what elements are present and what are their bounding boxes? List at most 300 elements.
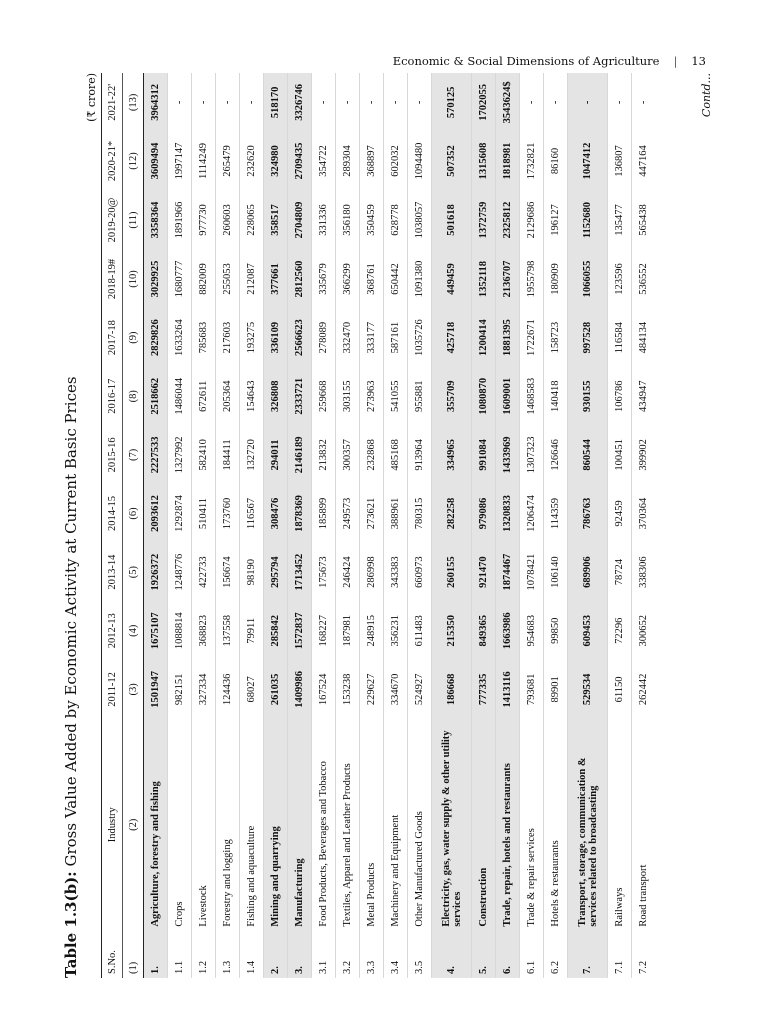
table-cell: 977730	[192, 190, 216, 249]
table-cell: 602032	[384, 132, 408, 191]
table-cell: 1200414	[472, 308, 496, 367]
industry-name: Agriculture, forestry and fishing	[144, 719, 168, 931]
table-cell: 786763	[568, 484, 608, 543]
table-row	[632, 73, 656, 978]
table-cell: 217603	[216, 308, 240, 367]
industry-name: Railways	[608, 719, 632, 931]
table-cell: 536552	[638, 263, 650, 295]
table-cell: 1955798	[520, 250, 544, 309]
table-cell: 1372759	[472, 190, 496, 249]
table-cell: 100451	[608, 426, 632, 485]
table-cell: 261035	[264, 660, 288, 719]
column-number: (5)	[123, 543, 144, 602]
table-cell: 295794	[264, 543, 288, 602]
table-cell: 611483	[408, 601, 432, 660]
table-cell: 213832	[312, 426, 336, 485]
column-number: (8)	[123, 367, 144, 426]
serial-number: 3.2	[336, 931, 360, 978]
table-cell: 1433969	[496, 426, 520, 485]
table-cell: 2227533	[144, 426, 168, 485]
table-cell: 229627	[360, 660, 384, 719]
table-cell: 368823	[192, 601, 216, 660]
table-cell: 1320833	[496, 484, 520, 543]
table-cell: 3358364	[144, 190, 168, 249]
table-cell: 1078421	[520, 543, 544, 602]
table-cell: 215350	[432, 601, 472, 660]
industry-name: Trade & repair services	[520, 719, 544, 931]
table-cell: 260603	[216, 190, 240, 249]
table-cell: -	[336, 73, 360, 132]
table-cell: 338306	[638, 556, 650, 588]
table-cell: 1702055	[472, 73, 496, 132]
table-cell: 61150	[608, 660, 632, 719]
table-cell: 368761	[360, 250, 384, 309]
table-cell: 116567	[240, 484, 264, 543]
table-cell: 255053	[216, 250, 240, 309]
table-cell: 955881	[408, 367, 432, 426]
table-cell: 689906	[568, 543, 608, 602]
table-cell: 356231	[384, 601, 408, 660]
table-row	[472, 73, 496, 978]
table-row	[288, 73, 312, 978]
table-cell: 368897	[360, 132, 384, 191]
column-number: (3)	[123, 660, 144, 719]
column-number-row	[123, 73, 144, 978]
column-number: (9)	[123, 308, 144, 367]
industry-name: Machinery and Equipment	[384, 719, 408, 931]
table-cell: 78724	[608, 543, 632, 602]
table-cell: -	[312, 73, 336, 132]
table-cell: 2093612	[144, 484, 168, 543]
table-cell: -	[638, 100, 650, 105]
serial-number: 7.	[568, 931, 608, 978]
table-cell: 860544	[568, 426, 608, 485]
table-cell: 565438	[638, 204, 650, 236]
table-cell: 587161	[384, 308, 408, 367]
serial-number: 4.	[432, 931, 472, 978]
industry-name: Livestock	[192, 719, 216, 931]
table-label: Table 1.3(b):	[62, 871, 80, 978]
table-cell: 1327992	[168, 426, 192, 485]
table-cell: 273963	[360, 367, 384, 426]
table-cell: 582410	[192, 426, 216, 485]
table-cell: 106140	[544, 543, 568, 602]
table-row	[264, 73, 288, 978]
column-header: 2018-19#	[102, 250, 123, 309]
table-cell: 3609494	[144, 132, 168, 191]
table-cell: 434947	[638, 380, 650, 413]
table-row	[144, 73, 168, 978]
table-cell: -	[384, 73, 408, 132]
table-cell: 126646	[544, 426, 568, 485]
table-cell: 86160	[544, 132, 568, 191]
table-row	[360, 73, 384, 978]
table-cell: 425718	[432, 308, 472, 367]
serial-number: 3.	[288, 931, 312, 978]
table-cell: 2129686	[520, 190, 544, 249]
table-cell: 336109	[264, 308, 288, 367]
table-cell: 333177	[360, 308, 384, 367]
table-cell: 334965	[432, 426, 472, 485]
table-cell: 1307323	[520, 426, 544, 485]
table-cell: 997528	[568, 308, 608, 367]
table-cell: 300357	[336, 426, 360, 485]
serial-number: 7.2	[638, 960, 650, 974]
table-cell: 186668	[432, 660, 472, 719]
serial-number: 6.1	[520, 931, 544, 978]
table-cell: 1206474	[520, 484, 544, 543]
table-cell: -	[216, 73, 240, 132]
table-cell: 89901	[544, 660, 568, 719]
table-row	[168, 73, 192, 978]
table-cell: 334670	[384, 660, 408, 719]
table-cell: 123596	[608, 250, 632, 309]
table-cell: 1572837	[288, 601, 312, 660]
industry-name: Construction	[472, 719, 496, 931]
table-cell: 1035726	[408, 308, 432, 367]
table-cell: 1468583	[520, 367, 544, 426]
table-cell: 1633264	[168, 308, 192, 367]
table-cell: 262442	[638, 673, 650, 706]
column-header: 2016-17	[102, 367, 123, 426]
table-cell: 173760	[216, 484, 240, 543]
table-row	[312, 73, 336, 978]
serial-number: 3.3	[360, 931, 384, 978]
industry-name: Manufacturing	[288, 719, 312, 931]
table-cell: 3964312	[144, 73, 168, 132]
table-cell: 982151	[168, 660, 192, 719]
table-cell: 228065	[240, 190, 264, 249]
section-title: Economic & Social Dimensions of Agriculture	[392, 54, 660, 68]
table-cell: 609453	[568, 601, 608, 660]
table-cell: 326808	[264, 367, 288, 426]
table-cell: -	[568, 73, 608, 132]
table-cell: 1292874	[168, 484, 192, 543]
table-cell: 354722	[312, 132, 336, 191]
table-cell: 2518662	[144, 367, 168, 426]
table-cell: 1088814	[168, 601, 192, 660]
industry-name: Road transport	[638, 864, 650, 927]
table-cell: 780315	[408, 484, 432, 543]
table-cell: 187981	[336, 601, 360, 660]
table-row	[544, 73, 568, 978]
table-cell: 154643	[240, 367, 264, 426]
table-cell: 913964	[408, 426, 432, 485]
table-cell: 196127	[544, 190, 568, 249]
industry-name: Fishing and aquaculture	[240, 719, 264, 931]
rotated-table-page	[58, 73, 713, 978]
table-cell: 485168	[384, 426, 408, 485]
table-cell: 2146189	[288, 426, 312, 485]
table-cell: 285842	[264, 601, 288, 660]
table-cell: 358517	[264, 190, 288, 249]
table-cell: 2566623	[288, 308, 312, 367]
table-cell: 1047412	[568, 132, 608, 191]
industry-name: Textiles, Apparel and Leather Products	[336, 719, 360, 931]
table-row	[336, 73, 360, 978]
industry-name: Forestry and logging	[216, 719, 240, 931]
table-row	[192, 73, 216, 978]
table-cell: 136807	[608, 132, 632, 191]
table-row	[408, 73, 432, 978]
table-cell: 1926372	[144, 543, 168, 602]
table-cell: 3543624$	[496, 73, 520, 132]
serial-number: 2.	[264, 931, 288, 978]
table-cell: 1152680	[568, 190, 608, 249]
table-cell: 785683	[192, 308, 216, 367]
serial-number: 3.5	[408, 931, 432, 978]
table-cell: 156674	[216, 543, 240, 602]
table-cell: 249573	[336, 484, 360, 543]
column-number: (12)	[123, 132, 144, 191]
table-cell: 72296	[608, 601, 632, 660]
header-row	[102, 73, 123, 978]
table-cell: 2829826	[144, 308, 168, 367]
column-header: Industry	[102, 719, 123, 931]
table-cell: 343383	[384, 543, 408, 602]
column-header: 2017-18	[102, 308, 123, 367]
table-cell: 294011	[264, 426, 288, 485]
table-cell: 449459	[432, 250, 472, 309]
table-cell: -	[408, 73, 432, 132]
serial-number: 3.1	[312, 931, 336, 978]
table-cell: 259668	[312, 367, 336, 426]
table-cell: 1114249	[192, 132, 216, 191]
column-header: 2020-21*	[102, 132, 123, 191]
table-cell: 1501947	[144, 660, 168, 719]
column-number: (2)	[123, 719, 144, 931]
column-number: (10)	[123, 250, 144, 309]
table-cell: 308476	[264, 484, 288, 543]
table-cell: 399902	[638, 439, 650, 471]
table-cell: 205364	[216, 367, 240, 426]
table-cell: -	[168, 73, 192, 132]
serial-number: 1.2	[192, 931, 216, 978]
serial-number: 1.	[144, 931, 168, 978]
table-row	[496, 73, 520, 978]
table-cell: 168227	[312, 601, 336, 660]
table-cell: 232868	[360, 426, 384, 485]
table-cell: 849365	[472, 601, 496, 660]
column-header: 2013-14	[102, 543, 123, 602]
table-cell: 1486044	[168, 367, 192, 426]
table-cell: 1066055	[568, 250, 608, 309]
table-cell: 265479	[216, 132, 240, 191]
table-cell: 232620	[240, 132, 264, 191]
column-header: S.No.	[102, 931, 123, 978]
table-cell: 777335	[472, 660, 496, 719]
table-cell: 248915	[360, 601, 384, 660]
table-cell: 303155	[336, 367, 360, 426]
table-cell: 3029925	[144, 250, 168, 309]
table-cell: 356180	[336, 190, 360, 249]
table-row	[568, 73, 608, 978]
table-cell: 484134	[638, 321, 650, 354]
table-cell: 212087	[240, 250, 264, 309]
table-cell: 2704809	[288, 190, 312, 249]
table-cell: 366299	[336, 250, 360, 309]
table-cell: 286998	[360, 543, 384, 602]
table-cell: 180909	[544, 250, 568, 309]
table-cell: 1409986	[288, 660, 312, 719]
table-cell: 137558	[216, 601, 240, 660]
column-header: 2011-12	[102, 660, 123, 719]
serial-number: 7.1	[608, 931, 632, 978]
table-cell: 1997147	[168, 132, 192, 191]
table-cell: 1663986	[496, 601, 520, 660]
column-number: (6)	[123, 484, 144, 543]
table-cell: 954683	[520, 601, 544, 660]
table-cell: 2709435	[288, 132, 312, 191]
table-cell: 2812560	[288, 250, 312, 309]
serial-number: 1.3	[216, 931, 240, 978]
table-cell: 524927	[408, 660, 432, 719]
table-cell: 1413116	[496, 660, 520, 719]
table-cell: 1091380	[408, 250, 432, 309]
table-row	[520, 73, 544, 978]
table-cell: 2333721	[288, 367, 312, 426]
table-cell: 332470	[336, 308, 360, 367]
table-cell: 175673	[312, 543, 336, 602]
table-cell: 660973	[408, 543, 432, 602]
running-header	[393, 54, 706, 68]
table-cell: 106786	[608, 367, 632, 426]
serial-number: 6.2	[544, 931, 568, 978]
serial-number: 1.4	[240, 931, 264, 978]
table-cell: 260155	[432, 543, 472, 602]
table-cell: 1675107	[144, 601, 168, 660]
industry-name: Metal Products	[360, 719, 384, 931]
table-cell: 300652	[638, 615, 650, 647]
table-cell: 282258	[432, 484, 472, 543]
table-cell: 246424	[336, 543, 360, 602]
table-cell: 570125	[432, 73, 472, 132]
table-cell: 447164	[638, 145, 650, 177]
table-cell: 650442	[384, 250, 408, 309]
table-cell: 1080870	[472, 367, 496, 426]
table-cell: 370364	[638, 497, 650, 530]
table-cell: 672611	[192, 367, 216, 426]
column-header: 2015-16	[102, 426, 123, 485]
table-cell: 793681	[520, 660, 544, 719]
table-cell: 930155	[568, 367, 608, 426]
table-cell: 1722671	[520, 308, 544, 367]
serial-number: 5.	[472, 931, 496, 978]
continued-note: Contd...	[700, 73, 713, 118]
table-cell: 1713452	[288, 543, 312, 602]
column-header: 2021-22'	[102, 73, 123, 132]
column-number: (7)	[123, 426, 144, 485]
table-cell: 1094480	[408, 132, 432, 191]
table-cell: 388961	[384, 484, 408, 543]
header-separator: |	[673, 54, 678, 68]
table-cell: 132720	[240, 426, 264, 485]
table-cell: 1878369	[288, 484, 312, 543]
table-cell: 68027	[240, 660, 264, 719]
table-body	[144, 73, 656, 978]
table-cell: 628778	[384, 190, 408, 249]
table-cell: 541055	[384, 367, 408, 426]
table-cell: 184411	[216, 426, 240, 485]
table-cell: 529534	[568, 660, 608, 719]
column-header: 2012-13	[102, 601, 123, 660]
column-number: (11)	[123, 190, 144, 249]
table-cell: 193275	[240, 308, 264, 367]
table-cell: 518170	[264, 73, 288, 132]
table-cell: 1038057	[408, 190, 432, 249]
industry-name: Trade, repair, hotels and restaurants	[496, 719, 520, 931]
table-cell: 185899	[312, 484, 336, 543]
table-cell: 355709	[432, 367, 472, 426]
table-cell: 1891966	[168, 190, 192, 249]
column-number: (13)	[123, 73, 144, 132]
table-cell: 1352118	[472, 250, 496, 309]
table-cell: 501618	[432, 190, 472, 249]
table-cell: 921470	[472, 543, 496, 602]
unit-note: (₹ crore)	[85, 73, 98, 122]
table-cell: 422733	[192, 543, 216, 602]
table-cell: 2136707	[496, 250, 520, 309]
table-row	[384, 73, 408, 978]
table-cell: 3326746	[288, 73, 312, 132]
table-cell: 324980	[264, 132, 288, 191]
table-cell: 377661	[264, 250, 288, 309]
page-number: 13	[691, 54, 706, 68]
industry-name: Transport, storage, communication & services related to broadcasting	[568, 719, 608, 931]
column-header: 2019-20@	[102, 190, 123, 249]
table-cell: 1609001	[496, 367, 520, 426]
gva-table	[101, 73, 656, 978]
table-cell: 335679	[312, 250, 336, 309]
table-title	[58, 376, 84, 978]
table-cell: 327334	[192, 660, 216, 719]
table-cell: 98190	[240, 543, 264, 602]
table-cell: -	[240, 73, 264, 132]
table-cell: 140418	[544, 367, 568, 426]
table-row	[432, 73, 472, 978]
table-cell: 331336	[312, 190, 336, 249]
table-cell: 1874467	[496, 543, 520, 602]
table-cell: 289304	[336, 132, 360, 191]
industry-name: Food Products, Beverages and Tobacco	[312, 719, 336, 931]
table-cell: 1680777	[168, 250, 192, 309]
table-cell: -	[360, 73, 384, 132]
table-cell: 114359	[544, 484, 568, 543]
table-cell: -	[608, 73, 632, 132]
table-cell: 273621	[360, 484, 384, 543]
table-cell: 124436	[216, 660, 240, 719]
industry-name: Hotels & restaurants	[544, 719, 568, 931]
table-cell: 882009	[192, 250, 216, 309]
table-cell: 116584	[608, 308, 632, 367]
table-cell: 991084	[472, 426, 496, 485]
table-title-text: Gross Value Added by Economic Activity at Current Basic Prices	[62, 376, 80, 867]
table-cell: 92459	[608, 484, 632, 543]
table-cell: 1818981	[496, 132, 520, 191]
table-row	[608, 73, 632, 978]
column-number: (1)	[123, 931, 144, 978]
table-cell: 153238	[336, 660, 360, 719]
table-cell: 1248776	[168, 543, 192, 602]
table-cell: -	[544, 73, 568, 132]
table-row	[240, 73, 264, 978]
table-cell: 510411	[192, 484, 216, 543]
table-cell: 158723	[544, 308, 568, 367]
industry-name: Other Manufactured Goods	[408, 719, 432, 931]
table-cell: -	[520, 73, 544, 132]
table-cell: 79911	[240, 601, 264, 660]
column-header: 2014-15	[102, 484, 123, 543]
